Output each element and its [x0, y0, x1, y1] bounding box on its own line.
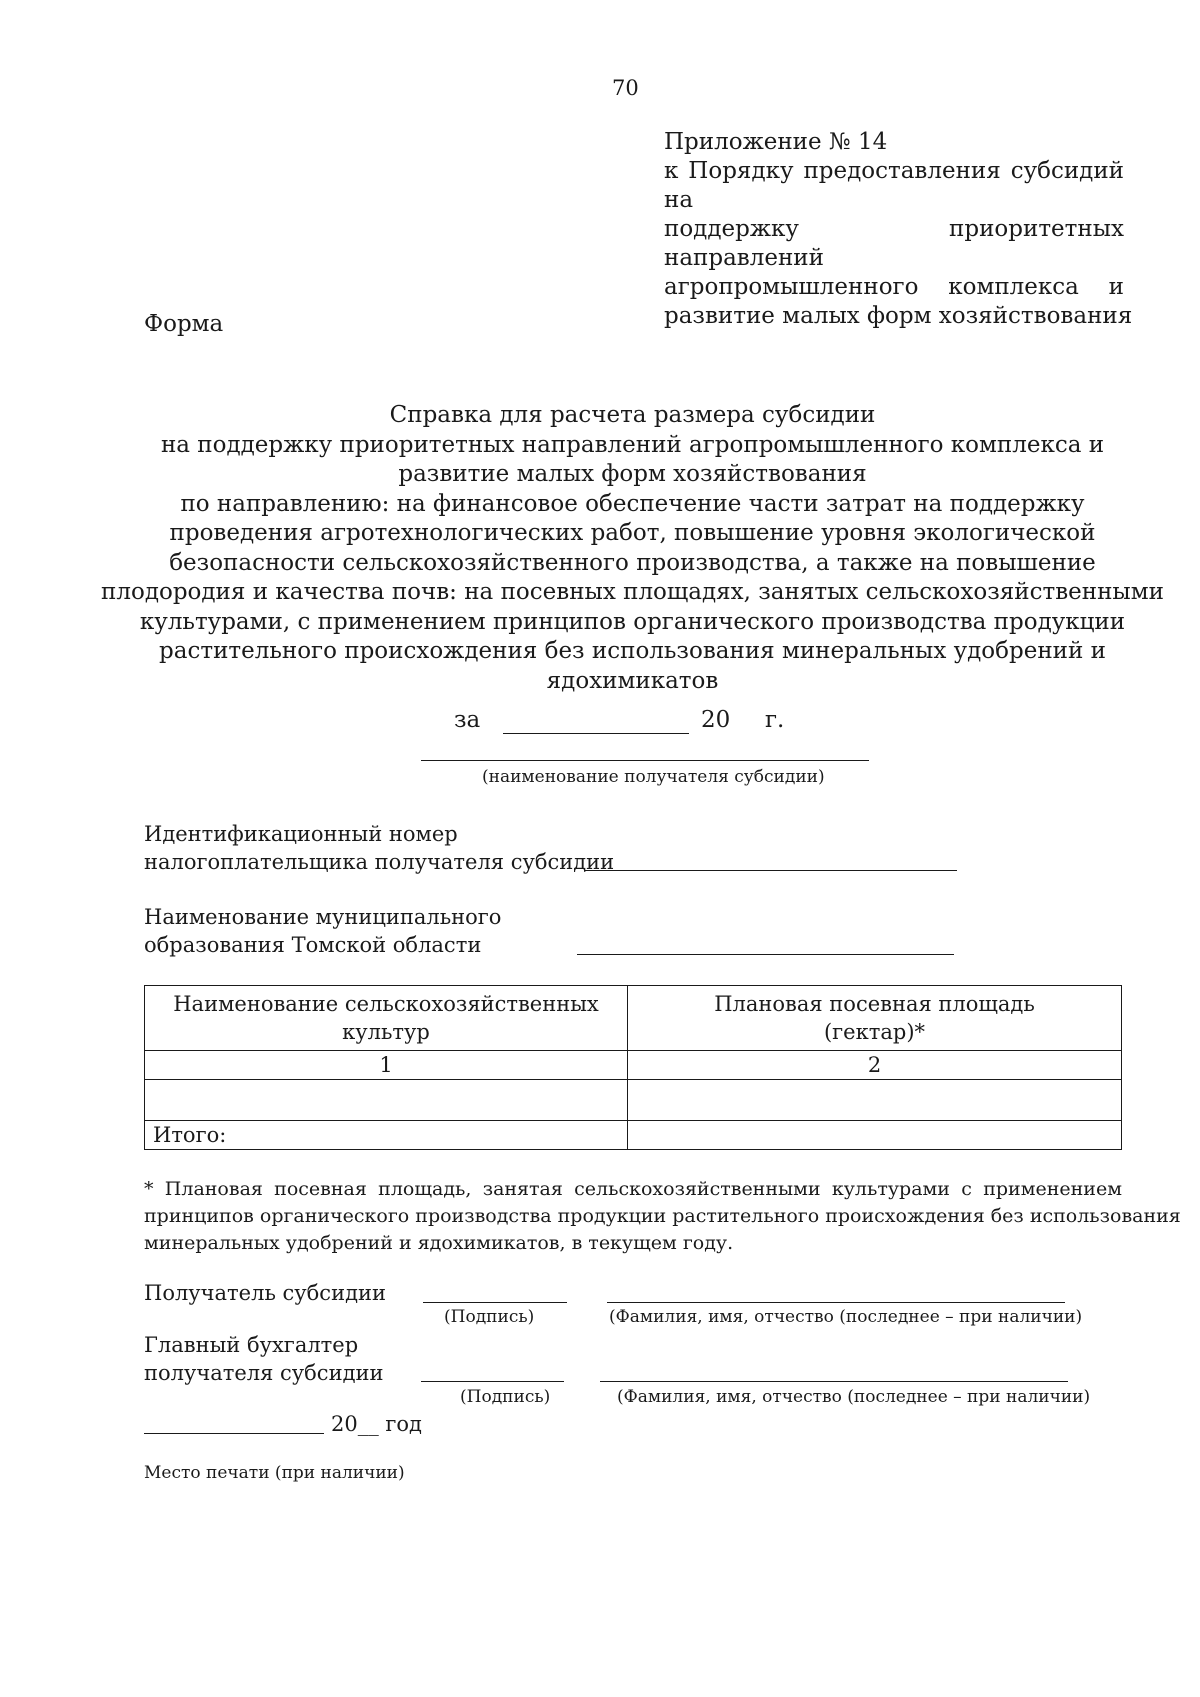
- table-row: [145, 1080, 1122, 1121]
- appendix-line: поддержку приоритетных направлений: [664, 216, 1124, 271]
- col-number-2: 2: [628, 1051, 1122, 1080]
- inn-label-line1: Идентификационный номер: [144, 822, 458, 846]
- title-line: плодородия и качества почв: на посевных площадях, занятых сельскохозяйственными: [101, 579, 1164, 605]
- col-header-area: [628, 986, 1122, 1051]
- table-number-row: [145, 1051, 1122, 1080]
- appendix-line: агропромышленного комплекса и: [664, 274, 1124, 300]
- recipient-label: Получатель субсидии: [144, 1281, 386, 1305]
- inn-field[interactable]: [584, 870, 957, 871]
- recipient-name-blank[interactable]: [421, 760, 869, 761]
- title-line: культурами, с применением принципов органического производства продукции: [139, 608, 1126, 635]
- accountant-label-line2: получателя субсидии: [144, 1361, 384, 1385]
- date-field[interactable]: [144, 1433, 324, 1434]
- recipient-fio-caption: (Фамилия, имя, отчество (последнее – при наличии): [609, 1307, 1083, 1327]
- date-year: 20__ год: [331, 1412, 422, 1436]
- crop-name-cell[interactable]: [145, 1080, 628, 1121]
- period-suffix: г.: [765, 707, 785, 733]
- total-area-cell[interactable]: [628, 1121, 1122, 1150]
- municipality-label-line1: Наименование муниципального: [144, 905, 502, 929]
- accountant-label-line1: Главный бухгалтер: [144, 1333, 359, 1357]
- period-prefix: за: [454, 707, 481, 733]
- title-line: по направлению: на финансовое обеспечение части затрат на поддержку: [180, 490, 1085, 517]
- title-line: Справка для расчета размера субсидии: [389, 402, 876, 428]
- footnote-line: * Плановая посевная площадь, занятая сельскохозяйственными культурами с применением: [144, 1178, 1122, 1200]
- col-header-crops: [145, 986, 628, 1051]
- col-header-area-line1: Плановая посевная площадь: [714, 992, 1035, 1016]
- appendix-line: к Порядку предоставления субсидий на: [664, 158, 1124, 213]
- municipality-field[interactable]: [577, 954, 954, 955]
- col-number-1: 1: [145, 1051, 628, 1080]
- col-header-crops-line2: культур: [342, 1020, 430, 1044]
- period-year: 20: [701, 707, 731, 733]
- title-line: ядохимикатов: [546, 667, 719, 694]
- inn-label-line2: налогоплательщика получателя субсидии: [144, 850, 615, 874]
- accountant-signature-caption: (Подпись): [460, 1387, 551, 1407]
- title-line: растительного происхождения без использования минеральных удобрений и: [159, 638, 1106, 664]
- appendix-header: [664, 128, 1133, 331]
- title-line: безопасности сельскохозяйственного производства, а также на повышение: [169, 549, 1096, 576]
- accountant-signature-field[interactable]: [421, 1381, 564, 1382]
- appendix-line: Приложение № 14: [664, 129, 888, 155]
- recipient-signature-caption: (Подпись): [444, 1307, 535, 1327]
- col-header-crops-line1: Наименование сельскохозяйственных: [173, 992, 599, 1016]
- page-number: 70: [612, 76, 639, 100]
- col-header-area-line2: (гектар)*: [823, 1020, 926, 1044]
- stamp-label: Место печати (при наличии): [144, 1463, 405, 1483]
- recipient-signature-field[interactable]: [423, 1302, 567, 1303]
- document-title: [100, 401, 1165, 696]
- total-label: Итого:: [145, 1121, 628, 1150]
- crop-area-cell[interactable]: [628, 1080, 1122, 1121]
- accountant-fio-caption: (Фамилия, имя, отчество (последнее – при наличии): [617, 1387, 1091, 1407]
- footnote-line: принципов органического производства продукции растительного происхождения без использования: [144, 1205, 1181, 1227]
- table-total-row: [145, 1121, 1122, 1150]
- appendix-line: развитие малых форм хозяйствования: [664, 303, 1133, 329]
- table-header-row: [145, 986, 1122, 1051]
- crops-table: [144, 985, 1122, 1150]
- accountant-fio-field[interactable]: [600, 1381, 1068, 1382]
- period-blank[interactable]: [503, 733, 689, 734]
- footnote-line: минеральных удобрений и ядохимикатов, в текущем году.: [144, 1232, 734, 1254]
- recipient-fio-field[interactable]: [607, 1302, 1065, 1303]
- title-line: развитие малых форм хозяйствования: [398, 461, 867, 487]
- recipient-caption: (наименование получателя субсидии): [482, 767, 825, 787]
- municipality-label-line2: образования Томской области: [144, 933, 482, 957]
- title-line: на поддержку приоритетных направлений агропромышленного комплекса и: [160, 431, 1105, 458]
- footnote: [144, 1176, 1181, 1257]
- title-line: проведения агротехнологических работ, повышение уровня экологической: [169, 520, 1096, 546]
- form-label: Форма: [144, 311, 224, 337]
